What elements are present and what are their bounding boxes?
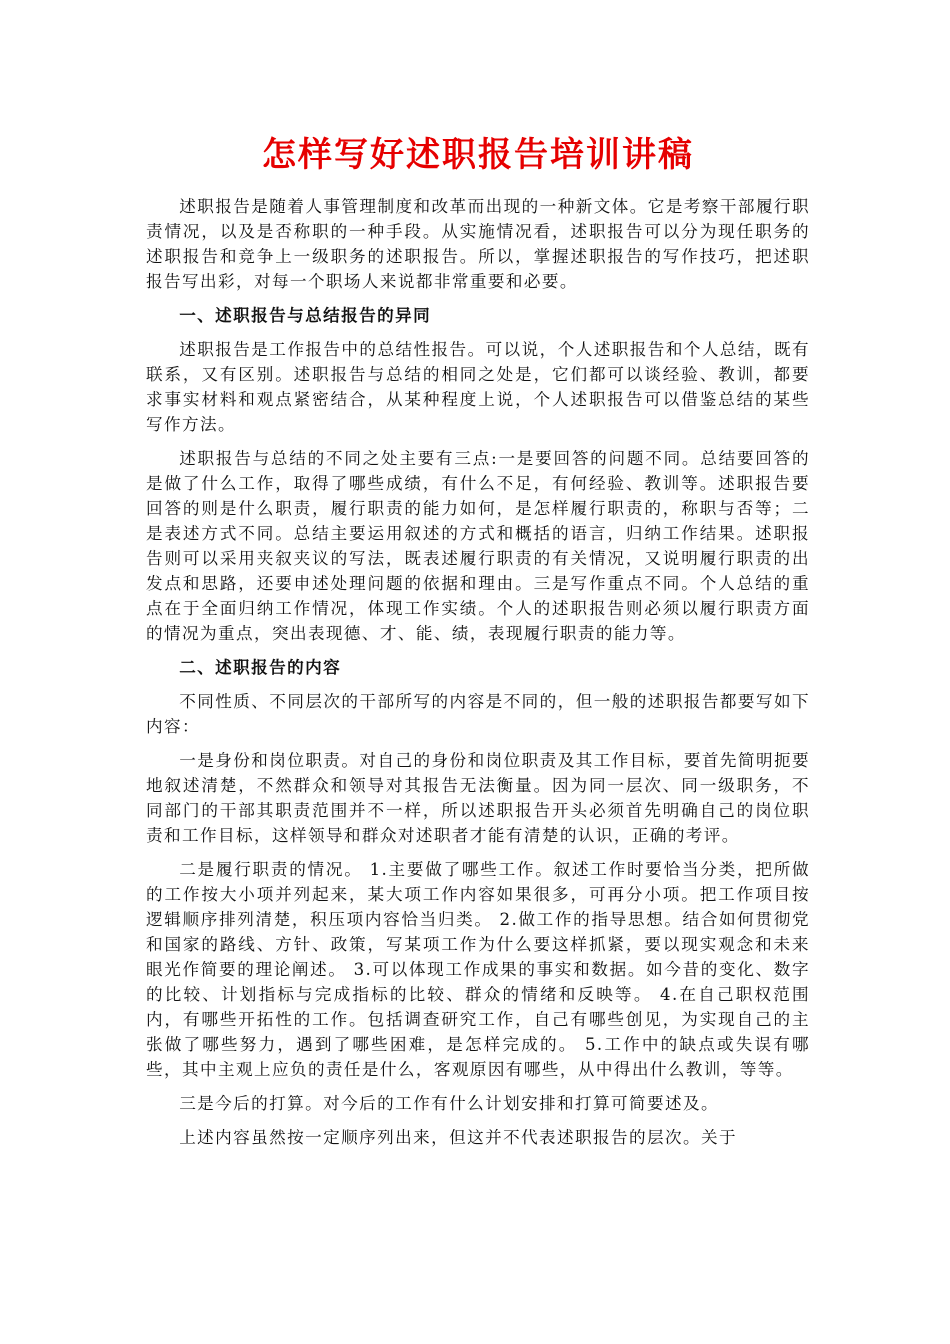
section2-paragraph-2: 一是身份和岗位职责。对自己的身份和岗位职责及其工作目标，要首先简明扼要地叙述清楚，不然群众和领导对其报告无法衡量。因为同一层次、同一级职务，不同部门的干部其职责范围并不一样，所以述职报告开头必须首先明确自己的岗位职责和工作目标，这样领导和群众对述职者才能有清楚的认识，正确的考评。 — [146, 751, 810, 845]
section2-paragraph-1: 不同性质、不同层次的干部所写的内容是不同的，但一般的述职报告都要写如下内容： — [146, 692, 810, 736]
section2-paragraph-3: 二是履行职责的情况。 1.主要做了哪些工作。叙述工作时要恰当分类，把所做的工作按大小项并列起来，某大项工作内容如果很多，可再分小项。把工作项目按逻辑顺序排列清楚，积压项内容恰当归类。 2.做工作的指导思想。结合如何贯彻党和国家的路线、方针、政策，写某项工作为什么要这样抓紧，要以现实观念和未来眼光作简要的理论阐述。 3.可以体现工作成果的事实和数据。如今昔的变化、数字的比较、计划指标与完成指标的比较、群众的情绪和反映等。 4.在自己职权范围内，有哪些开拓性的工作。包括调查研究工作，自己有哪些创见，为实现自己的主张做了哪些努力，遇到了哪些困难，是怎样完成的。 5.工作中的缺点或失误有哪些，其中主观上应负的责任是什么，客观原因有哪些，从中得出什么教训，等等。 — [146, 860, 810, 1079]
section1-paragraph-2: 述职报告与总结的不同之处主要有三点:一是要回答的问题不同。总结要回答的是做了什么工作，取得了哪些成绩，有什么不足，有何经验、教训等。述职报告要回答的则是什么职责，履行职责的能力如何，是怎样履行职责的，称职与否等；二是表述方式不同。总结主要运用叙述的方式和概括的语言，归纳工作结果。述职报告则可以采用夹叙夹议的写法，既表述履行职责的有关情况，又说明履行职责的出发点和思路，还要申述处理问题的依据和理由。三是写作重点不同。个人总结的重点在于全面归纳工作情况，体现工作实绩。个人的述职报告则必须以履行职责方面的情况为重点，突出表现德、才、能、绩，表现履行职责的能力等。 — [146, 449, 810, 643]
document-title: 怎样写好述职报告培训讲稿 — [262, 135, 694, 175]
section2-paragraph-5: 上述内容虽然按一定顺序列出来，但这并不代表述职报告的层次。关于 — [179, 1128, 737, 1147]
section-heading-2: 二、述职报告的内容 — [179, 657, 342, 677]
section-heading-1: 一、述职报告与总结报告的异同 — [179, 305, 432, 325]
section1-paragraph-1: 述职报告是工作报告中的总结性报告。可以说，个人述职报告和个人总结，既有联系，又有区别。述职报告与总结的相同之处是，它们都可以谈经验、教训，都要求事实材料和观点紧密结合，从某种程度上说，个人述职报告可以借鉴总结的某些写作方法。 — [146, 340, 810, 434]
section2-paragraph-4: 三是今后的打算。对今后的工作有什么计划安排和打算可简要述及。 — [179, 1094, 719, 1113]
intro-paragraph: 述职报告是随着人事管理制度和改革而出现的一种新文体。它是考察干部履行职责情况，以及是否称职的一种手段。从实施情况看，述职报告可以分为现任职务的述职报告和竞争上一级职务的述职报告。所以，掌握述职报告的写作技巧，把述职报告写出彩，对每一个职场人来说都非常重要和必要。 — [146, 197, 810, 291]
